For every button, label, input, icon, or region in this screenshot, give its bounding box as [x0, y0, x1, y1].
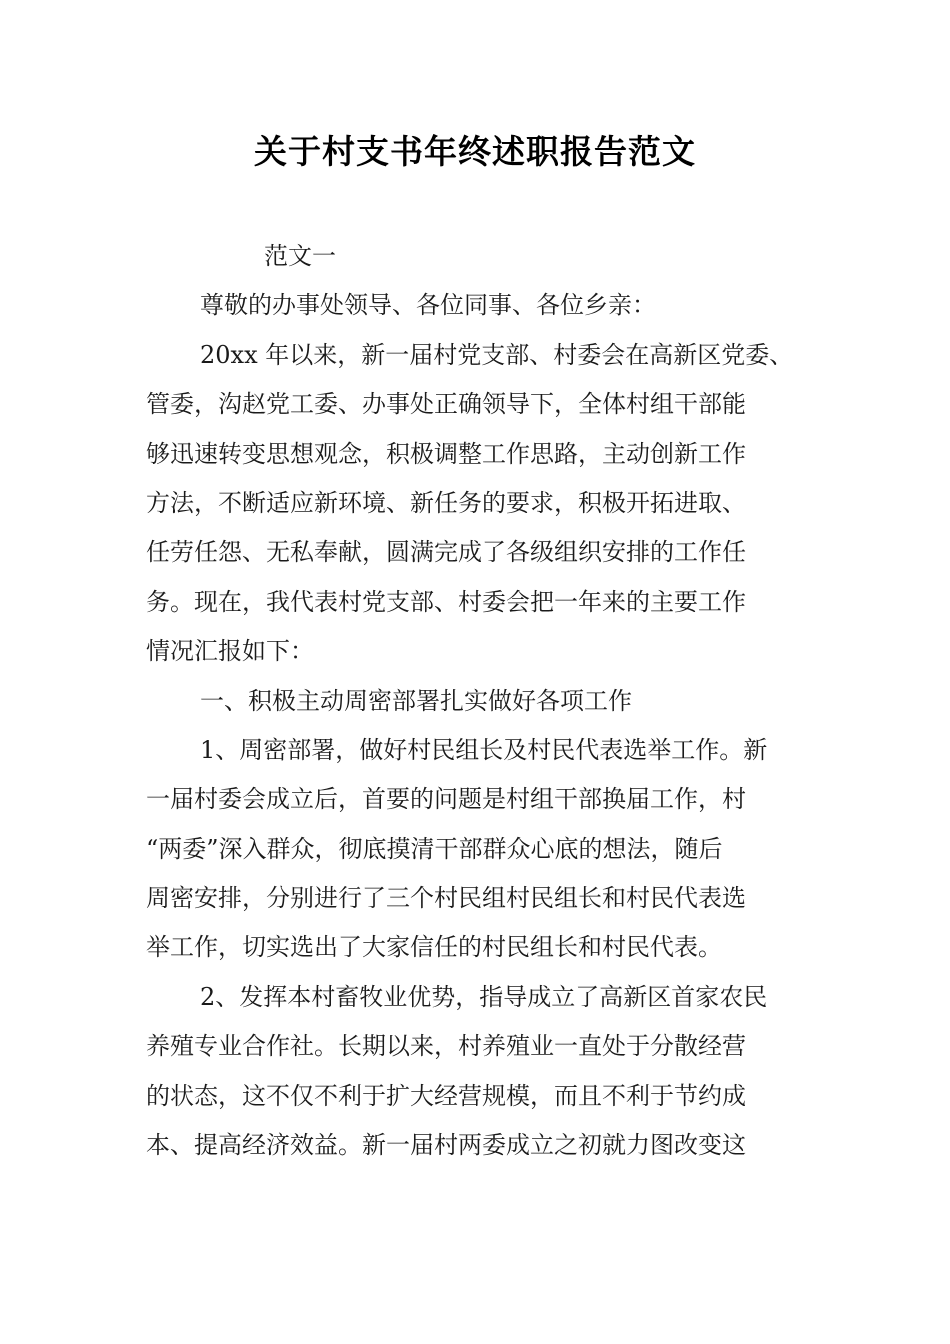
paragraph-line: 务。现在，我代表村党支部、村委会把一年来的主要工作	[146, 587, 746, 616]
paragraph-line: 情况汇报如下：	[146, 637, 314, 666]
paragraph-line: 够迅速转变思想观念，积极调整工作思路，主动创新工作	[146, 439, 746, 468]
document-body	[146, 232, 806, 1170]
paragraph-line: “两委”深入群众，彻底摸清干部群众心底的想法，随后	[146, 834, 723, 863]
paragraph-line: 方法，不断适应新环境、新任务的要求，积极开拓进取、	[146, 488, 746, 517]
salutation: 尊敬的办事处领导、各位同事、各位乡亲：	[200, 291, 656, 320]
paragraph-line: 2、发挥本村畜牧业优势，指导成立了高新区首家农民	[200, 982, 768, 1011]
paragraph-line: 本、提高经济效益。新一届村两委成立之初就力图改变这	[146, 1131, 746, 1160]
paragraph-line: 20xx 年以来，新一届村党支部、村委会在高新区党委、	[200, 340, 794, 369]
section-subtitle: 范文一	[264, 242, 336, 270]
paragraph-line: 周密安排，分别进行了三个村民组村民组长和村民代表选	[146, 884, 746, 913]
paragraph-line: 的状态，这不仅不利于扩大经营规模，而且不利于节约成	[146, 1081, 746, 1110]
section-heading: 一、积极主动周密部署扎实做好各项工作	[200, 686, 632, 715]
paragraph-line: 1、周密部署，做好村民组长及村民代表选举工作。新	[200, 735, 768, 764]
paragraph-line: 任劳任怨、无私奉献，圆满完成了各级组织安排的工作任	[146, 538, 746, 567]
paragraph-line: 一届村委会成立后，首要的问题是村组干部换届工作，村	[146, 785, 746, 814]
paragraph-line: 养殖专业合作社。长期以来，村养殖业一直处于分散经营	[146, 1032, 746, 1061]
document-title: 关于村支书年终述职报告范文	[254, 132, 696, 171]
paragraph-line: 举工作，切实选出了大家信任的村民组长和村民代表。	[146, 933, 722, 962]
paragraph-line: 管委，沟赵党工委、办事处正确领导下，全体村组干部能	[146, 390, 746, 419]
